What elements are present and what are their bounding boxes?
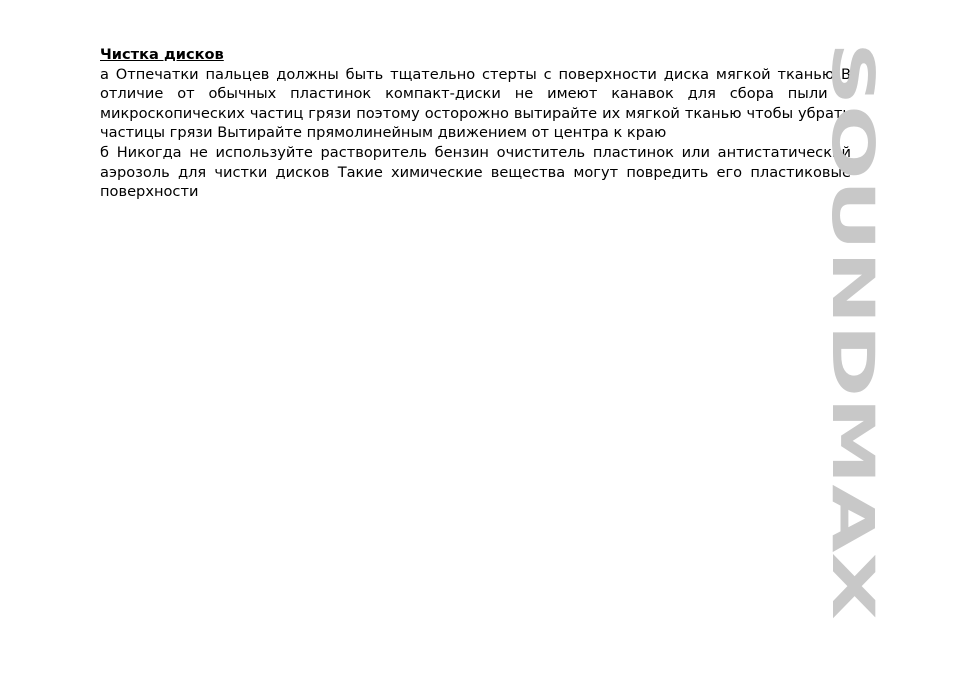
section-heading: Чистка дисков [100,46,224,63]
document-body [100,45,851,202]
paragraph-b: б Никогда не используйте растворитель бензин очиститель пластинок или антистатический аэрозоль для чистки дисков Такие химические вещества могут повредить его пластиковые поверхности [100,143,851,201]
soundmax-logo [818,42,922,622]
soundmax-logo-text: SOUNDMAX [818,42,887,425]
paragraph-a: а Отпечатки пальцев должны быть тщательно стерты с поверхности диска мягкой тканью В отличие от обычных пластинок компакт-диски не имеют канавок для сбора пыли и микроскопических частиц грязи поэтому осторожно вытирайте их мягкой тканью чтобы убрать частицы грязи Вытирайте прямолинейным движением от центра к краю [100,65,851,142]
